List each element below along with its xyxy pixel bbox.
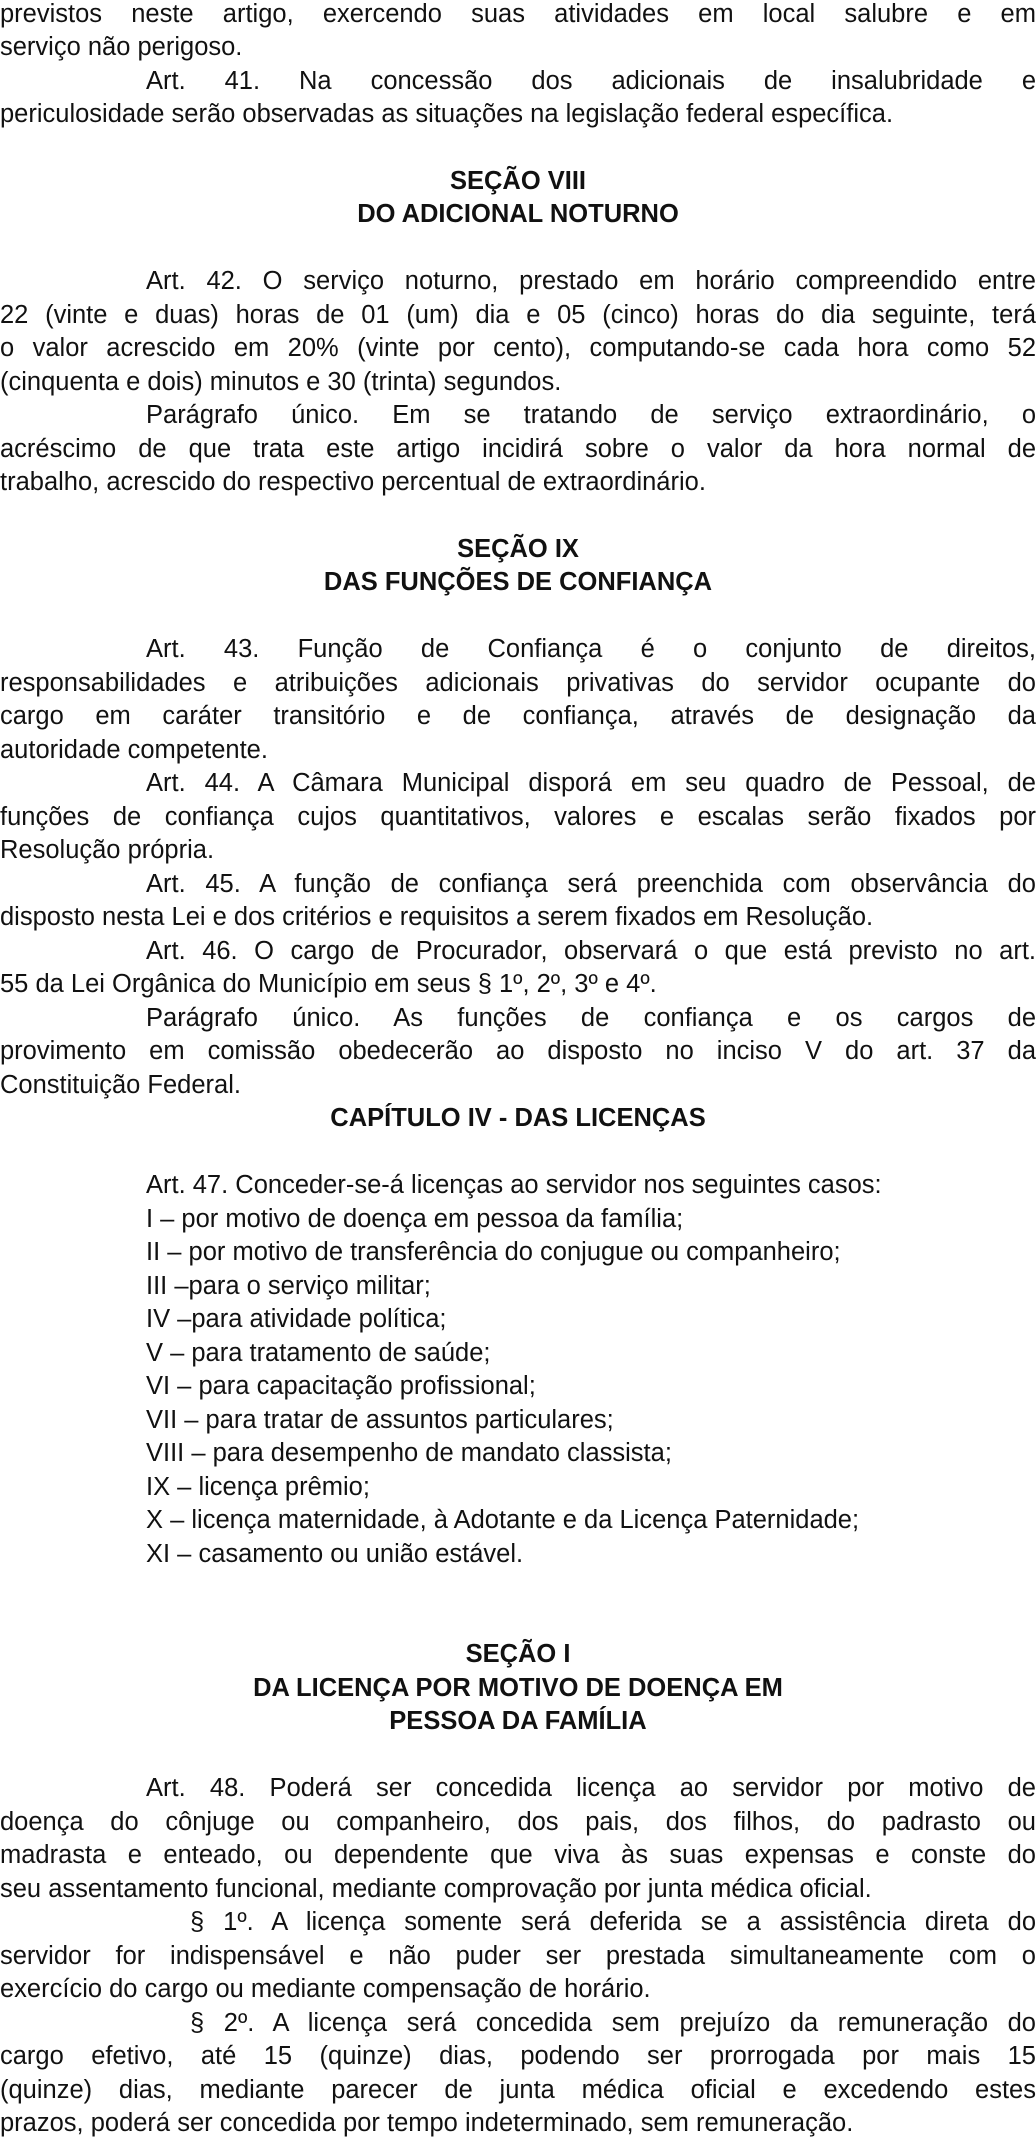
text-line: prazos, poderá ser concedida por tempo indeterminado, sem remuneração.: [0, 2109, 854, 2137]
text-line: responsabilidades e atribuições adicionais privativas do servidor ocupante do: [0, 669, 1036, 697]
text-line: funções de confiança cujos quantitativos, valores e escalas serão fixados por: [0, 803, 1036, 831]
article-42: Art. 42. O serviço noturno, prestado em horário compreendido entre: [146, 267, 1036, 295]
list-item: V – para tratamento de saúde;: [146, 1339, 491, 1367]
article-41: Art. 41. Na concessão dos adicionais de insalubridade e: [146, 67, 1036, 95]
section-heading: DA LICENÇA POR MOTIVO DE DOENÇA EM: [253, 1674, 783, 1702]
article-43: Art. 43. Função de Confiança é o conjunto de direitos,: [146, 635, 1036, 663]
text-line: previstos neste artigo, exercendo suas atividades em local salubre e em: [0, 0, 1036, 28]
article-47: Art. 47. Conceder-se-á licenças ao servidor nos seguintes casos:: [146, 1171, 882, 1199]
text-line: trabalho, acrescido do respectivo percentual de extraordinário.: [0, 468, 706, 496]
text-line: autoridade competente.: [0, 736, 268, 764]
list-item: II – por motivo de transferência do conjugue ou companheiro;: [146, 1238, 841, 1266]
text-line: Resolução própria.: [0, 836, 215, 864]
text-line: 55 da Lei Orgânica do Município em seus § 1º, 2º, 3º e 4º.: [0, 970, 657, 998]
text-line: servidor for indispensável e não puder ser prestada simultaneamente com o: [0, 1942, 1036, 1970]
text-line: doença do cônjuge ou companheiro, dos pais, dos filhos, do padrasto ou: [0, 1808, 1036, 1836]
section-heading: SEÇÃO VIII: [449, 167, 587, 195]
paragraph-unico: Parágrafo único. As funções de confiança e os cargos de: [146, 1004, 1036, 1032]
text-line: periculosidade serão observadas as situações na legislação federal específica.: [0, 100, 894, 128]
text-line: seu assentamento funcional, mediante comprovação por junta médica oficial.: [0, 1875, 872, 1903]
article-48: Art. 48. Poderá ser concedida licença ao servidor por motivo de: [146, 1774, 1036, 1802]
list-item: X – licença maternidade, à Adotante e da Licença Paternidade;: [146, 1506, 860, 1534]
list-item: VII – para tratar de assuntos particulares;: [146, 1406, 614, 1434]
section-heading: DAS FUNÇÕES DE CONFIANÇA: [323, 568, 713, 596]
section-heading: DO ADICIONAL NOTURNO: [357, 200, 679, 228]
list-item: I – por motivo de doença em pessoa da família;: [146, 1205, 684, 1233]
section-heading: SEÇÃO IX: [457, 535, 579, 563]
list-item: VI – para capacitação profissional;: [146, 1372, 536, 1400]
list-item: VIII – para desempenho de mandato classista;: [146, 1439, 672, 1467]
list-item: III –para o serviço militar;: [146, 1272, 431, 1300]
text-line: exercício do cargo ou mediante compensação de horário.: [0, 1975, 651, 2003]
text-line: 22 (vinte e duas) horas de 01 (um) dia e 05 (cinco) horas do dia seguinte, terá: [0, 301, 1036, 329]
chapter-heading: CAPÍTULO IV - DAS LICENÇAS: [330, 1104, 706, 1132]
text-line: o valor acrescido em 20% (vinte por cento), computando-se cada hora como 52: [0, 334, 1036, 362]
text-line: serviço não perigoso.: [0, 33, 243, 61]
section-heading: SEÇÃO I: [465, 1640, 571, 1668]
paragraph-1: § 1º. A licença somente será deferida se a assistência direta do: [190, 1908, 1036, 1936]
text-line: (cinquenta e dois) minutos e 30 (trinta) segundos.: [0, 368, 562, 396]
text-line: provimento em comissão obedecerão ao disposto no inciso V do art. 37 da: [0, 1037, 1036, 1065]
list-item: XI – casamento ou união estável.: [146, 1540, 524, 1568]
article-45: Art. 45. A função de confiança será preenchida com observância do: [146, 870, 1036, 898]
text-line: madrasta e enteado, ou dependente que viva às suas expensas e conste do: [0, 1841, 1036, 1869]
text-line: cargo efetivo, até 15 (quinze) dias, podendo ser prorrogada por mais 15: [0, 2042, 1036, 2070]
list-item: IX – licença prêmio;: [146, 1473, 370, 1501]
text-line: disposto nesta Lei e dos critérios e requisitos a serem fixados em Resolução.: [0, 903, 874, 931]
text-line: acréscimo de que trata este artigo incidirá sobre o valor da hora normal de: [0, 435, 1036, 463]
text-line: (quinze) dias, mediante parecer de junta médica oficial e excedendo estes: [0, 2076, 1036, 2104]
text-line: cargo em caráter transitório e de confiança, através de designação da: [0, 702, 1036, 730]
article-44: Art. 44. A Câmara Municipal disporá em seu quadro de Pessoal, de: [146, 769, 1036, 797]
paragraph-unico: Parágrafo único. Em se tratando de serviço extraordinário, o: [146, 401, 1036, 429]
article-46: Art. 46. O cargo de Procurador, observará o que está previsto no art.: [146, 937, 1036, 965]
section-heading: PESSOA DA FAMÍLIA: [389, 1707, 647, 1735]
paragraph-2: § 2º. A licença será concedida sem prejuízo da remuneração do: [190, 2009, 1036, 2037]
text-line: Constituição Federal.: [0, 1071, 241, 1099]
list-item: IV –para atividade política;: [146, 1305, 447, 1333]
